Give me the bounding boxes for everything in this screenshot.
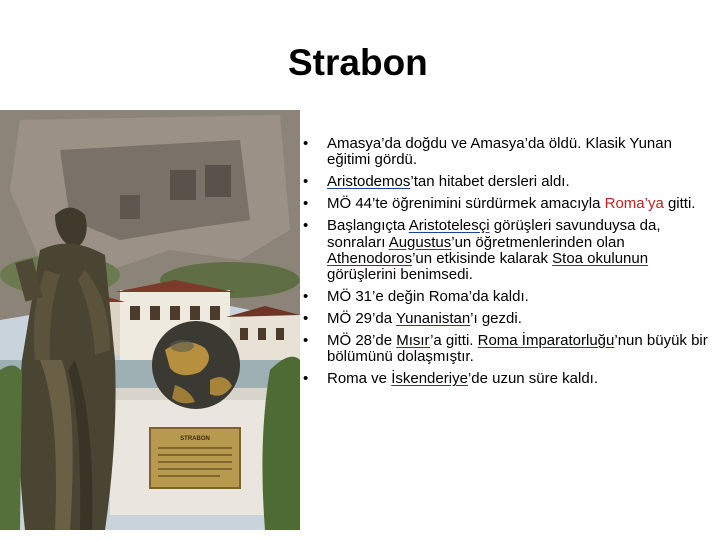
bullet-text: görüşlerini benimsedi. — [327, 266, 473, 284]
highlighted-text: Roma’ya — [604, 195, 664, 213]
wiki-link[interactable]: Roma İmparatorluğu — [477, 332, 615, 350]
bullet-text: gitti. — [663, 195, 696, 213]
wiki-link[interactable]: Aristotelesçi — [408, 217, 490, 235]
wiki-link[interactable]: Augustus — [388, 233, 452, 251]
bullet-text: ’tan hitabet dersleri aldı. — [410, 173, 570, 191]
bullet-list — [303, 136, 713, 393]
slide-title: Strabon — [288, 42, 428, 83]
plaque-caption: STRABON — [180, 436, 210, 442]
wiki-link[interactable]: Aristodemos — [327, 173, 411, 191]
bullet-text: ’de uzun süre kaldı. — [467, 370, 598, 388]
wiki-link[interactable]: İskenderiye — [391, 370, 468, 388]
bullet-text: MÖ 29’da — [327, 310, 396, 328]
bullet-item — [303, 289, 713, 305]
bullet-text: MÖ 44’te öğrenimini sürdürmek amacıyla — [327, 195, 605, 213]
bullet-text: ’un öğretmenlerinden olan — [451, 233, 625, 251]
wiki-link[interactable]: Mısır — [396, 332, 431, 350]
bullet-item — [303, 371, 713, 387]
bullet-text: MÖ 28’de — [327, 332, 397, 350]
wiki-link[interactable]: Yunanistan — [395, 310, 471, 328]
bullet-text: Başlangıçta — [327, 217, 409, 235]
bullet-text: ’a gitti. — [430, 332, 478, 350]
wiki-link[interactable]: Athenodoros — [327, 249, 413, 267]
bullet-item — [303, 196, 713, 212]
bullet-text: ’nun büyük bir bölümünü dolaşmıştır. — [327, 332, 708, 366]
bullet-text: görüşleri savunduysa da, sonraları — [327, 217, 661, 251]
bullet-item — [303, 174, 713, 190]
bullet-text: Roma ve — [327, 370, 392, 388]
strabon-statue-photo — [0, 110, 300, 530]
bullet-text: ’un etkisinde kalarak — [412, 249, 553, 267]
bullet-item — [303, 333, 713, 366]
bullet-text: ’ı gezdi. — [470, 310, 522, 328]
bullet-item — [303, 136, 713, 169]
bullet-item — [303, 218, 713, 284]
bullet-text: Amasya’da doğdu ve Amasya’da öldü. Klasik Yunan eğitimi gördü. — [327, 135, 672, 169]
bullet-text: MÖ 31’e değin Roma’da kaldı. — [327, 288, 529, 306]
wiki-link[interactable]: Stoa okulunun — [552, 249, 649, 267]
bullet-item — [303, 311, 713, 327]
